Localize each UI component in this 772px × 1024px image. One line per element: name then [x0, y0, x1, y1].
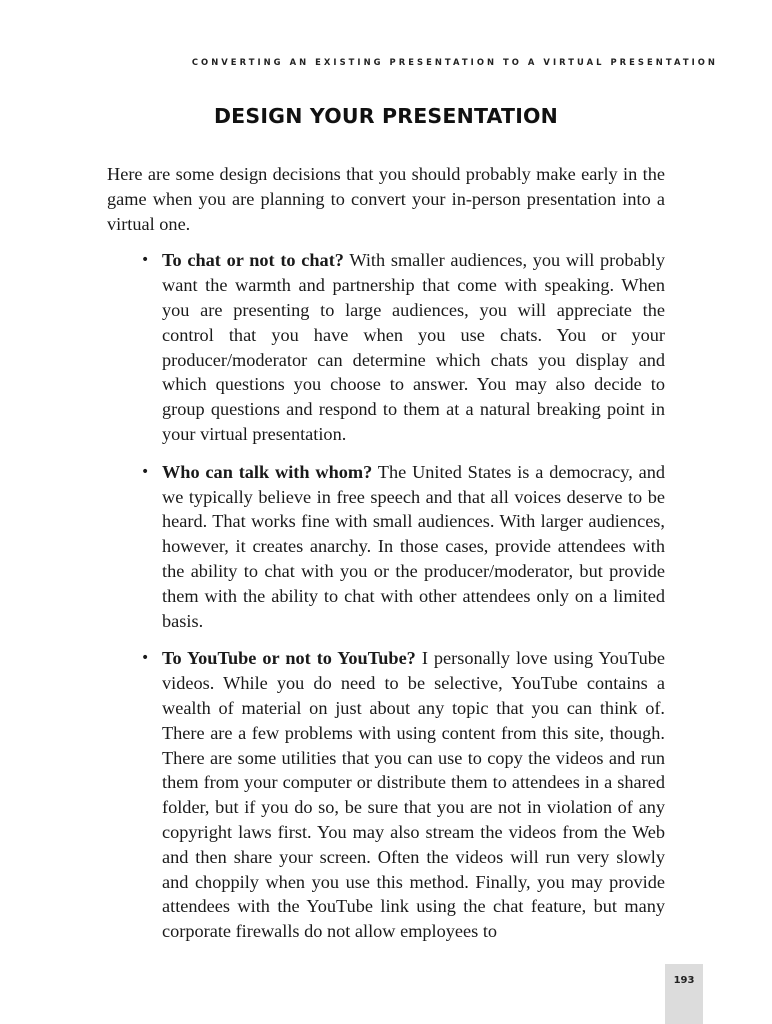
bullet-text: I personally love using YouTube videos. While you do need to be selective, YouTube contains a wealth of material on just about any topic that you can think of. There are a few problems with using content from this site, though. There are some utilities that you can use to copy the videos and run them from your computer or distribute them to attendees in a shared folder, but if you do so, be sure that you are not in violation of any copyright laws first. You may also stream the videos from the Web and then share your screen. Often the videos will run very slowly and choppily when you use this method. Finally, you may provide attendees with the YouTube link using the chat feature, but many corporate firewalls do not allow employees to [162, 648, 665, 942]
bullet-item-chat [107, 248, 665, 446]
bullet-lead: To chat or not to chat? [162, 250, 344, 271]
body-text [107, 162, 665, 957]
bullet-item-youtube [107, 646, 665, 944]
bullet-lead: To YouTube or not to YouTube? [162, 648, 416, 669]
page-number-tab [665, 964, 703, 1024]
intro-paragraph: Here are some design decisions that you should probably make early in the game when you are planning to convert your in-person presentation into a virtual one. [107, 164, 665, 234]
bullet-item-talk [107, 460, 665, 634]
bullet-text: The United States is a democracy, and we typically believe in free speech and that all voices deserve to be heard. That works fine with small audiences. With larger audiences, however, it creates anarchy. In those cases, provide attendees with the ability to chat with you or the producer/moderator, but provide them with the ability to chat with other attendees only on a limited basis. [162, 461, 666, 631]
bullet-icon: • [141, 650, 150, 667]
bullet-icon: • [141, 463, 150, 480]
bullet-icon: • [141, 252, 150, 269]
section-title: DESIGN YOUR PRESENTATION [213, 104, 559, 128]
bullet-list [107, 248, 665, 944]
running-head: CONVERTING AN EXISTING PRESENTATION TO A VIRTUAL PRESENTATION [191, 57, 718, 67]
bullet-lead: Who can talk with whom? [162, 461, 373, 482]
page-number: 193 [673, 975, 695, 986]
bullet-text: With smaller audiences, you will probably want the warmth and partnership that come with speaking. When you are presenting to large audiences, you will appreciate the control that you have when you use chats. You or your producer/moderator can determine which chats you display and which questions you choose to answer. You may also decide to group questions and respond to them at a natural breaking point in your virtual presentation. [162, 250, 665, 444]
